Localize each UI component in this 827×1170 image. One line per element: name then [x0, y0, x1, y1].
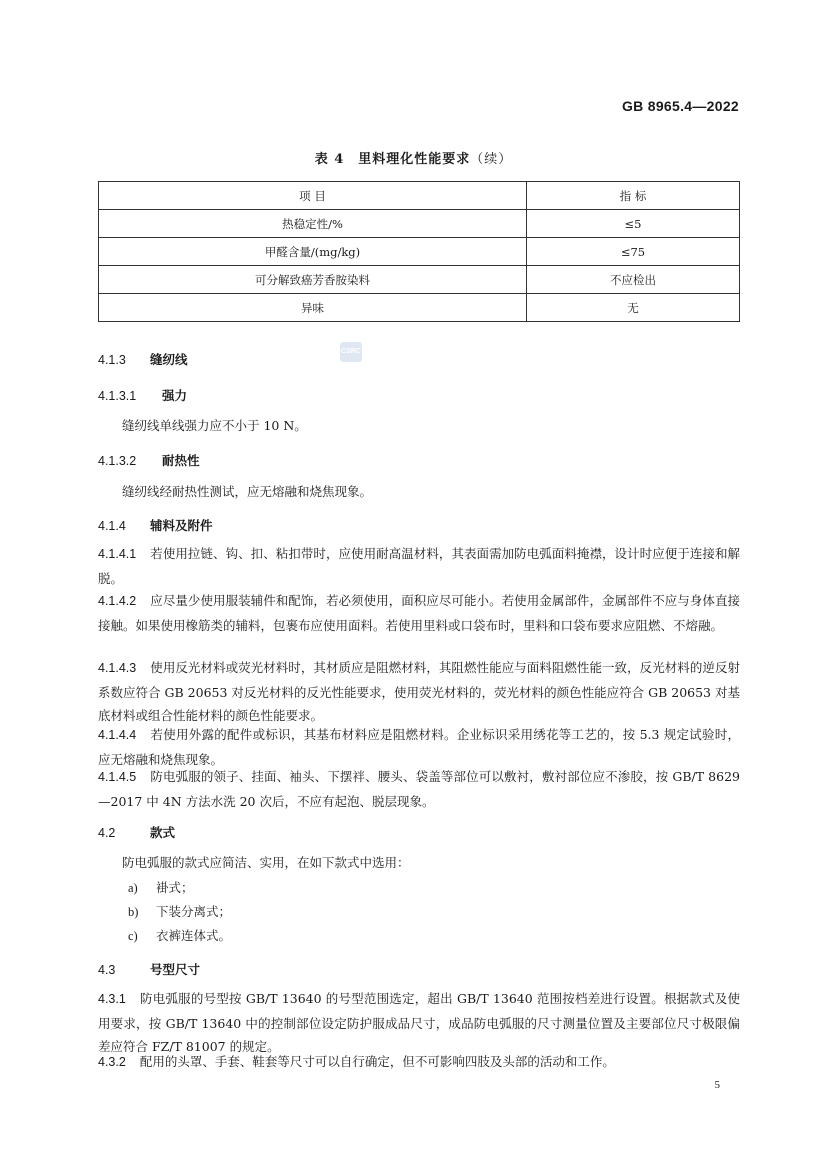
- paragraph-4-1-4-2: 4.1.4.2 应尽量少使用服装辅件和配饰，若必须使用，面积应尽可能小。若使用金属部件，金属部件不应与身体直接接触。如果使用橡筋类的辅料，包裹布应使用面料。若使用里料或口袋布时，里料和口袋布要求应阻燃、不熔融。: [98, 593, 740, 633]
- table-cell-item: 甲醛含量/(mg/kg): [99, 238, 527, 266]
- table-title: 表 4 里料理化性能要求（续）: [314, 152, 513, 167]
- section-heading-4-2: 4.2 款式: [98, 825, 176, 840]
- section-heading-4-1-3-1: 4.1.3.1 强力: [98, 388, 188, 403]
- table-cell-item: 可分解致癌芳香胺染料: [99, 266, 527, 294]
- requirements-table: [98, 181, 740, 322]
- page-number: 5: [714, 1079, 720, 1091]
- paragraph-4-1-3-1: 缝纫线单线强力应不小于 10 N。: [122, 418, 307, 433]
- table-cell-value: ≤5: [527, 210, 740, 238]
- paragraph-4-1-3-2: 缝纫线经耐热性测试，应无熔融和烧焦现象。: [122, 484, 373, 499]
- paragraph-4-1-4-4: 4.1.4.4 若使用外露的配件或标识，其基布材料应是阻燃材料。企业标识采用绣花等工艺的，按 5.3 规定试验时，应无熔融和烧焦现象。: [98, 727, 740, 767]
- paragraph-4-3-1: 4.3.1 防电弧服的号型按 GB/T 13640 的号型范围选定，超出 GB/T 13640 范围按档差进行设置。根据款式及使用要求，按 GB/T 13640 中的控制部位设定防护服成品尺寸，成品防电弧服的尺寸测量位置及主要部位尺寸极限偏差应符合 FZ/T 81007 的规定。: [98, 991, 740, 1054]
- table-row: [99, 210, 740, 238]
- section-heading-4-1-3-2: 4.1.3.2 耐热性: [98, 453, 200, 468]
- paragraph-4-1-4-1: 4.1.4.1 若使用拉链、钩、扣、粘扣带时，应使用耐高温材料，其表面需加防电弧面料掩襟，设计时应便于连接和解脱。: [98, 546, 740, 586]
- table-row: [99, 238, 740, 266]
- table-cell-value: ≤75: [527, 238, 740, 266]
- section-heading-4-3: 4.3 号型尺寸: [98, 962, 201, 977]
- paragraph-4-1-4-3: 4.1.4.3 使用反光材料或荧光材料时，其材质应是阻燃材料，其阻燃性能应与面料阻燃性能一致，反光材料的逆反射系数应符合 GB 20653 对反光材料的反光性能要求，使用荧光材料的，荧光材料的颜色性能应符合 GB 20653 对基底材料或组合性能材料的颜色性能要求。: [98, 660, 740, 723]
- section-heading-4-1-4: 4.1.4 辅料及附件: [98, 518, 213, 533]
- table-cell-item: 异味: [99, 294, 527, 322]
- table-cell-value: 无: [527, 294, 740, 322]
- table-header-row: [99, 182, 740, 210]
- list-item: b) 下装分离式；: [128, 904, 232, 919]
- table-cell-item: 热稳定性/%: [99, 210, 527, 238]
- table-row: [99, 266, 740, 294]
- paragraph-4-2: 防电弧服的款式应简洁、实用，在如下款式中选用：: [122, 855, 410, 870]
- table-header-item: 项 目: [99, 182, 527, 210]
- paragraph-4-3-2: 4.3.2 配用的头罩、手套、鞋套等尺寸可以自行确定，但不可影响四肢及头部的活动和工作。: [98, 1054, 615, 1069]
- table-row: [99, 294, 740, 322]
- watermark-logo: CSRC: [340, 342, 362, 362]
- list-item: a) 褂式；: [128, 880, 194, 895]
- paragraph-4-1-4-5: 4.1.4.5 防电弧服的领子、挂面、袖头、下摆袢、腰头、袋盖等部位可以敷衬，敷衬部位应不渗胶，按 GB/T 8629—2017 中 4N 方法水洗 20 次后，不应有起泡、脱层现象。: [98, 769, 740, 809]
- section-heading-4-1-3: 4.1.3 缝纫线: [98, 352, 188, 367]
- list-item: c) 衣裤连体式。: [128, 928, 232, 943]
- table-header-index: 指 标: [527, 182, 740, 210]
- standard-code: GB 8965.4—2022: [621, 98, 739, 114]
- table-cell-value: 不应检出: [527, 266, 740, 294]
